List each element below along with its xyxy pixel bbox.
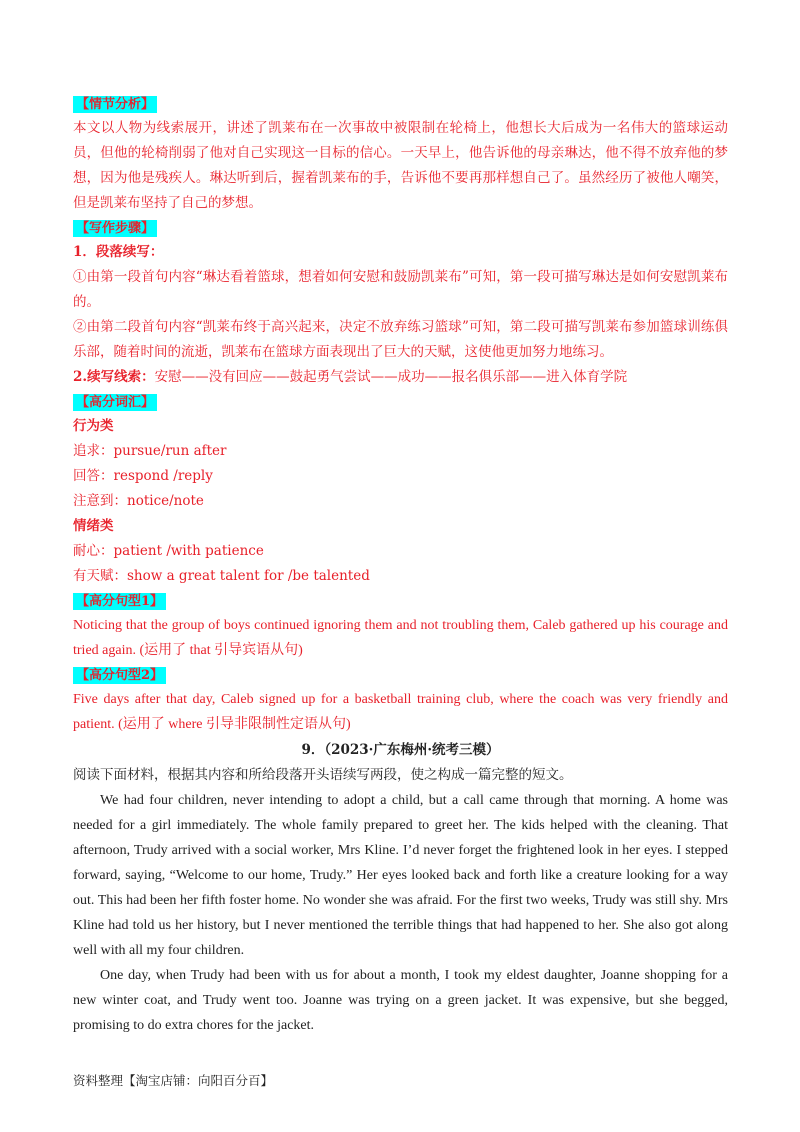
writing-steps-section	[73, 216, 728, 390]
vocab-item: 有天赋：show a great talent for /be talented	[73, 568, 370, 584]
paragraph-two-guide: ②由第二段首句内容“凯莱布终于高兴起来，决定不放弃练习篮球”可知，第二段可描写凯莱布参加篮球训练俱乐部，随着时间的流逝，凯莱布在篮球方面表现出了巨大的天赋，这使他更加努力地练习。	[73, 319, 728, 360]
plot-analysis-tag: 【情节分析】	[73, 96, 157, 113]
clues-text: 安慰——没有回应——鼓起勇气尝试——成功——报名俱乐部——进入体育学院	[154, 369, 628, 385]
page-footer: 资料整理【淘宝店铺：向阳百分百】	[73, 1073, 274, 1088]
plot-section	[73, 92, 728, 216]
sentence-pattern-1-tag: 【高分句型1】	[73, 593, 166, 610]
vocab-item: 回答：respond /reply	[73, 468, 213, 484]
vocabulary-section	[73, 390, 728, 589]
document-page	[73, 92, 728, 1038]
vocab-item: 耐心：patient /with patience	[73, 543, 264, 559]
continuation-clues	[73, 365, 728, 390]
question-instruction: 阅读下面材料，根据其内容和所给段落开头语续写两段，使之构成一篇完整的短文。	[73, 767, 573, 783]
sentence-pattern-2-text: Five days after that day, Caleb signed up for a basketball training club, where the coach was very friendly and patient. (运用了 where 引导非限制性定语从句)	[73, 692, 728, 732]
question-section	[73, 737, 728, 1038]
clues-title: 2.续写线索：	[73, 369, 155, 385]
paragraph-one-guide: ①由第一段首句内容“琳达看着篮球，想着如何安慰和鼓励凯莱布”可知，第一段可描写琳达是如何安慰凯莱布的。	[73, 269, 728, 310]
vocab-group-behavior-title: 行为类	[73, 418, 114, 434]
sentence-pattern-1-text: Noticing that the group of boys continued ignoring them and not troubling them, Caleb gathered up his courage and tried again. (运用了 that 引导宾语从句)	[73, 618, 728, 658]
sentence-pattern-1-section	[73, 589, 728, 663]
plot-analysis-text: 本文以人物为线索展开，讲述了凯莱布在一次事故中被限制在轮椅上，他想长大后成为一名伟大的篮球运动员，但他的轮椅削弱了他对自己实现这一目标的信心。一天早上，他告诉他的母亲琳达，他不得不放弃他的梦想，因为他是残疾人。琳达听到后，握着凯莱布的手，告诉他不要再那样想自己了。虽然经历了被他人嘲笑，但是凯莱布坚持了自己的梦想。	[73, 120, 728, 211]
vocab-item: 注意到：notice/note	[73, 493, 204, 509]
vocab-group-emotion-title: 情绪类	[73, 518, 114, 534]
vocabulary-tag: 【高分词汇】	[73, 394, 157, 411]
question-title: 9．（2023·广东梅州·统考三模）	[301, 742, 500, 758]
sentence-pattern-2-section	[73, 663, 728, 737]
paragraph-continuation-title: 1．段落续写：	[73, 244, 164, 260]
passage-paragraph: We had four children, never intending to adopt a child, but a call came through that morning. A home was needed for a girl immediately. The whole family prepared to greet her. The kids helped with the cleaning. That afternoon, Trudy arrived with a social worker, Mrs Kline. I’d never forget the frightened look in her eyes. I stepped forward, saying, “Welcome to our home, Trudy.” Her eyes looked back and forth like a creature looking for a way out. This had been her fifth foster home. No wonder she was afraid. For the first two weeks, Trudy was still shy. Mrs Kline had told us her history, but I never mentioned the terrible things that had happened to her. She also got along well with all my four children.	[73, 793, 728, 958]
passage-paragraph: One day, when Trudy had been with us for about a month, I took my eldest daughter, Joanne shopping for a new winter coat, and Trudy went too. Joanne was trying on a green jacket. It was expensive, but she begged, promising to do extra chores for the jacket.	[73, 968, 728, 1033]
vocab-item: 追求：pursue/run after	[73, 443, 227, 459]
sentence-pattern-2-tag: 【高分句型2】	[73, 667, 166, 684]
writing-steps-tag: 【写作步骤】	[73, 220, 157, 237]
